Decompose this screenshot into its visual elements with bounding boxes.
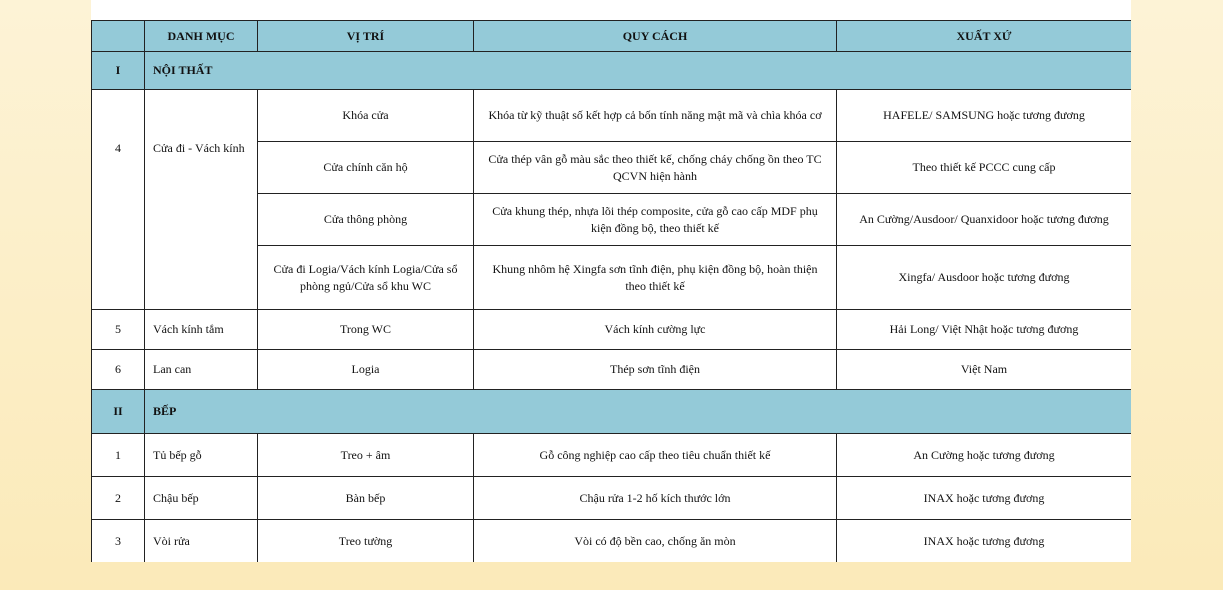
- row-position: Khóa cửa: [258, 90, 474, 142]
- row-category: Chậu bếp: [145, 477, 258, 520]
- row-position: Logia: [258, 350, 474, 390]
- row-number: 2: [92, 477, 145, 520]
- row-spec: Cửa thép vân gỗ màu sắc theo thiết kế, chống cháy chống ồn theo TC QCVN hiện hành: [474, 142, 837, 194]
- row-position: Treo + âm: [258, 434, 474, 477]
- section-row-kitchen: [92, 390, 1132, 434]
- row-category: Vòi rửa: [145, 520, 258, 563]
- section-title: BẾP: [145, 390, 1132, 434]
- row-spec: Khóa từ kỹ thuật số kết hợp cả bốn tính năng mật mã và chìa khóa cơ: [474, 90, 837, 142]
- row-spec: Vách kính cường lực: [474, 310, 837, 350]
- row-spec: Chậu rửa 1-2 hố kích thước lớn: [474, 477, 837, 520]
- row-category: Lan can: [145, 350, 258, 390]
- row-origin: Việt Nam: [837, 350, 1132, 390]
- row-number: 4: [92, 90, 145, 310]
- row-origin: An Cường hoặc tương đương: [837, 434, 1132, 477]
- header-row: [92, 21, 1132, 52]
- header-origin: XUẤT XỨ: [837, 21, 1132, 52]
- document-page: [91, 0, 1131, 562]
- section-row-interior: [92, 52, 1132, 90]
- row-origin: INAX hoặc tương đương: [837, 477, 1132, 520]
- header-position: VỊ TRÍ: [258, 21, 474, 52]
- row-origin: HAFELE/ SAMSUNG hoặc tương đương: [837, 90, 1132, 142]
- row-number: 1: [92, 434, 145, 477]
- section-number: II: [92, 390, 145, 434]
- row-category: Cửa đi - Vách kính: [145, 90, 258, 310]
- row-origin: Xingfa/ Ausdoor hoặc tương đương: [837, 246, 1132, 310]
- row-position: Cửa đi Logia/Vách kính Logia/Cửa sổ phòng ngủ/Cửa sổ khu WC: [258, 246, 474, 310]
- row-position: Cửa chính căn hộ: [258, 142, 474, 194]
- row-spec: Khung nhôm hệ Xingfa sơn tĩnh điện, phụ kiện đồng bộ, hoàn thiện theo thiết kế: [474, 246, 837, 310]
- row-position: Cửa thông phòng: [258, 194, 474, 246]
- row-category: Tủ bếp gỗ: [145, 434, 258, 477]
- table-row: [92, 90, 1132, 142]
- row-number: 5: [92, 310, 145, 350]
- section-number: I: [92, 52, 145, 90]
- row-spec: Cửa khung thép, nhựa lõi thép composite, cửa gỗ cao cấp MDF phụ kiện đồng bộ, theo thiết kế: [474, 194, 837, 246]
- section-title: NỘI THẤT: [145, 52, 1132, 90]
- row-position: Trong WC: [258, 310, 474, 350]
- row-number: 6: [92, 350, 145, 390]
- row-spec: Thép sơn tĩnh điện: [474, 350, 837, 390]
- table-row: [92, 520, 1132, 563]
- row-spec: Vòi có độ bền cao, chống ăn mòn: [474, 520, 837, 563]
- row-position: Bàn bếp: [258, 477, 474, 520]
- header-spec: QUY CÁCH: [474, 21, 837, 52]
- spec-table: [91, 20, 1131, 562]
- row-origin: Theo thiết kế PCCC cung cấp: [837, 142, 1132, 194]
- table-row: [92, 310, 1132, 350]
- row-number: 3: [92, 520, 145, 563]
- row-spec: Gỗ công nghiệp cao cấp theo tiêu chuẩn thiết kế: [474, 434, 837, 477]
- header-number: [92, 21, 145, 52]
- row-category: Vách kính tắm: [145, 310, 258, 350]
- row-origin: An Cường/Ausdoor/ Quanxidoor hoặc tương đương: [837, 194, 1132, 246]
- row-origin: INAX hoặc tương đương: [837, 520, 1132, 563]
- table-row: [92, 350, 1132, 390]
- header-category: DANH MỤC: [145, 21, 258, 52]
- row-origin: Hải Long/ Việt Nhật hoặc tương đương: [837, 310, 1132, 350]
- row-position: Treo tường: [258, 520, 474, 563]
- table-row: [92, 434, 1132, 477]
- table-row: [92, 477, 1132, 520]
